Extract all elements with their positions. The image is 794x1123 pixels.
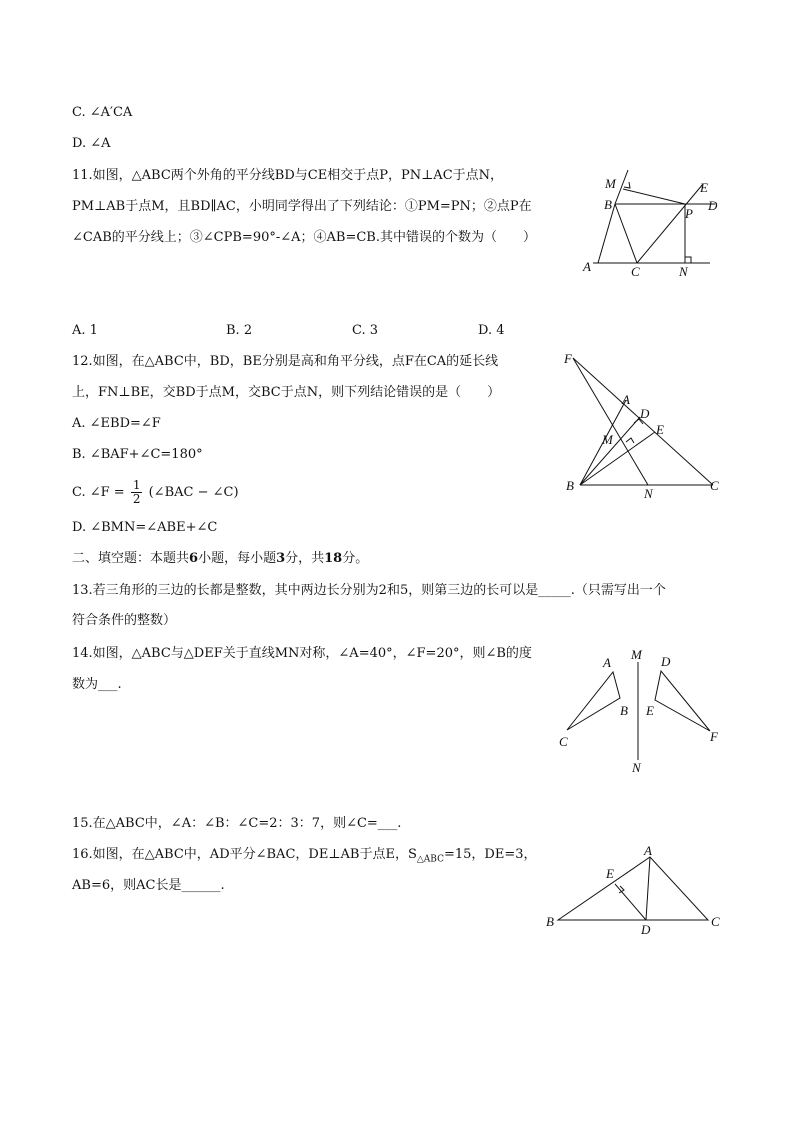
q16-area-subscript: △ABC [416,854,444,865]
section-2-total: 18 [324,551,343,566]
section-2-heading [72,550,368,568]
q12-label-m: M [602,432,613,447]
q14-label-n: N [632,760,641,775]
q12-line-1: 12.如图，在△ABC中，BD，BE分别是高和角平分线，点F在CA的延长线 [72,354,499,369]
section-2-suffix: 分。 [342,551,369,566]
q11-label-e: E [700,180,708,195]
section-2-mid1: 小题，每小题 [198,551,277,566]
q11-label-b: B [604,197,612,212]
q12-option-c-prefix: C. ∠F = [72,485,125,500]
q12-figure [560,350,730,505]
q11-line-2: PM⊥AB于点M，且BD∥AC，小明同学得出了下列结论：①PM=PN；②点P在 [72,199,532,214]
q16-label-b: B [546,914,554,929]
fraction-denominator: 2 [132,492,141,506]
q14-label-b: B [620,703,628,718]
q16-label-a: A [644,843,652,858]
q14-label-c: C [559,734,568,749]
q12-option-c-suffix: (∠BAC − ∠C) [148,485,239,500]
option-d: D. ∠A [72,136,111,151]
q12-label-d: D [640,406,650,421]
q16-figure [540,840,730,940]
q16-line-1-part-a: 16.如图，在△ABC中，AD平分∠BAC，DE⊥AB于点E，S [72,847,417,862]
q12-option-b: B. ∠BAF+∠C=180° [72,447,203,462]
q12-label-f: F [564,351,572,366]
q12-label-e: E [656,422,664,437]
q13-line-2: 符合条件的整数） [72,613,177,628]
q16-label-d: D [641,922,651,937]
q11-label-p: P [685,206,693,221]
q12-line-2: 上，FN⊥BE，交BD于点M，交BC于点N，则下列结论错误的是（ ） [72,385,501,400]
q12-option-a: A. ∠EBD=∠F [72,416,161,431]
section-2-count: 6 [189,551,199,566]
q16-line-1 [72,846,536,869]
q14-label-f: F [710,729,718,744]
q14-figure [555,645,730,775]
q11-line-1: 11.如图，△ABC两个外角的平分线BD与CE相交于点P，PN⊥AC于点N， [72,168,504,183]
q14-line-1: 14.如图，△ABC与△DEF关于直线MN对称，∠A=40°，∠F=20°，则∠B的度 [72,646,532,661]
q12-label-b: B [566,478,574,493]
fraction [131,479,143,506]
q14-label-d: D [661,654,671,669]
q14-label-e: E [646,703,654,718]
fraction-numerator: 1 [132,478,141,492]
q12-label-n: N [644,486,653,501]
q11-option-b: B. 2 [226,323,253,338]
q16-line-2: AB=6，则AC长是______. [72,878,225,893]
q12-label-c: C [710,478,719,493]
q12-label-a: A [622,392,630,407]
section-2-mid2: 分，共 [285,551,325,566]
q11-option-a: A. 1 [72,323,98,338]
q15-line-1: 15.在△ABC中，∠A：∠B：∠C=2：3：7，则∠C=___. [72,816,402,831]
q11-label-m: M [605,176,616,191]
q16-line-1-part-b: =15，DE=3， [443,847,537,862]
q12-option-d: D. ∠BMN=∠ABE+∠C [72,520,218,535]
q11-label-c: C [631,264,640,279]
q12-option-c [72,477,239,509]
q11-option-d: D. 4 [478,323,505,338]
q14-label-a: A [603,655,611,670]
q11-label-d: D [708,198,718,213]
q11-label-a: A [583,259,591,274]
q11-option-c: C. 3 [352,323,379,338]
q14-line-2: 数为___. [72,677,122,692]
q11-line-3: ∠CAB的平分线上；③∠CPB=90°-∠A；④AB=CB.其中错误的个数为（ ） [72,230,536,245]
q16-label-e: E [606,866,614,881]
q13-line-1: 13.若三角形的三边的长都是整数，其中两边长分别为2和5，则第三边的长可以是_____.（只需写出一个 [72,583,666,598]
q11-label-n: N [679,264,688,279]
section-2-prefix: 二、填空题：本题共 [72,551,190,566]
q16-label-c: C [711,914,720,929]
section-2-each: 3 [276,551,286,566]
q14-label-m: M [631,647,642,662]
option-c: C. ∠A′CA [72,105,133,120]
q11-figure [575,160,725,280]
